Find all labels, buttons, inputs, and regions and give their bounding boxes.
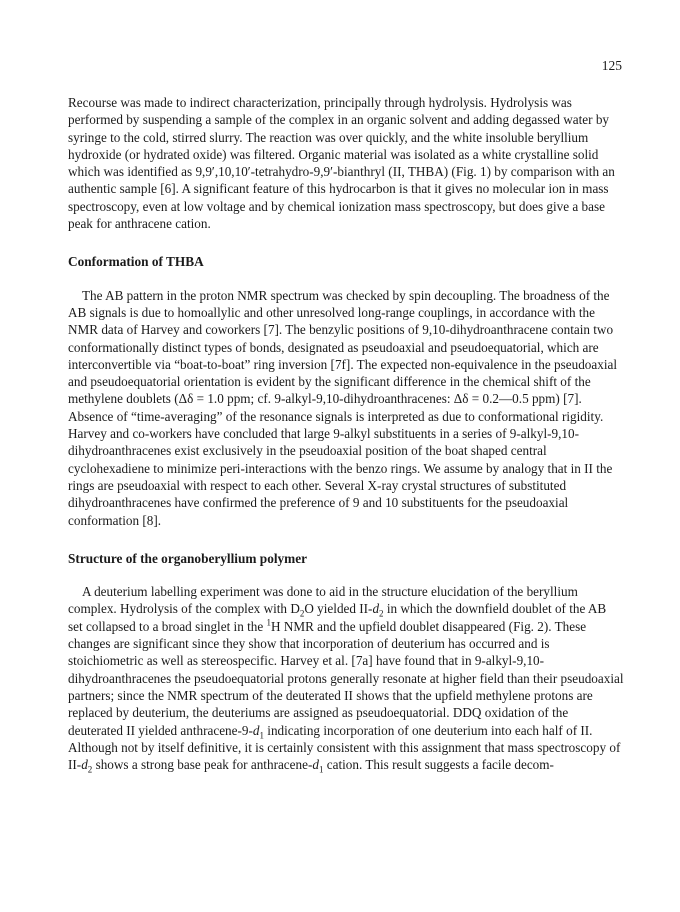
subscript: 2 xyxy=(299,609,305,620)
superscript: 1 xyxy=(266,617,271,628)
text-run: A deuterium labelling experiment was done to aid in the structure elucidation of the beryllium complex. Hydrolysis of the complex with D xyxy=(68,584,578,617)
italic-symbol: d xyxy=(81,757,88,773)
text-run: O yielded II- xyxy=(304,601,373,617)
subscript: 2 xyxy=(87,764,93,775)
italic-symbol: d xyxy=(312,757,319,773)
text-run: H NMR and the upfield doublet disappeared (Fig. 2). These changes are significant since they show that incorporation of deuterium has occurred and is stoichiometric as well as stereospecific. Harvey et al. [7a] have found that in 9-alkyl-9,10-dihydroanthracenes the pseudoequatorial protons generally resonate at higher field than their pseudoaxial partners; since the NMR spectrum of the deuterated II shows that the upfield methylene protons are replaced by deuterium, the deuteriums are assigned as pseudoequatorial. DDQ oxidation of the deuterated II yielded anthracene-9- xyxy=(68,618,624,738)
paragraph-deuterium-labelling xyxy=(68,583,624,773)
paragraph-hydrolysis: Recourse was made to indirect characterization, principally through hydrolysis. Hydrolysis was performed by suspending a sample of the complex in an organic solvent and adding degassed water by syringe to the cold, stirred slurry. The reaction was over quickly, and the white insoluble beryllium hydroxide (or hydrated oxide) was filtered. Organic material was isolated as a white crystalline solid which was identified as 9,9′,10,10′-tetrahydro-9,9′-bianthryl (II, THBA) (Fig. 1) by comparison with an authentic sample [6]. A significant feature of this hydrocarbon is that it gives no molecular ion in mass spectroscopy, even at low voltage and by chemical ionization mass spectroscopy, but does give a base peak for anthracene cation. xyxy=(68,95,615,232)
text-run: in which the downfield doublet of the AB set collapsed to a broad singlet in the xyxy=(68,601,607,634)
text-run: shows a strong base peak for anthracene- xyxy=(92,757,313,773)
article-body xyxy=(68,94,624,773)
italic-symbol: d xyxy=(252,722,260,738)
paragraph-conformation: The AB pattern in the proton NMR spectrum was checked by spin decoupling. The broadness of the AB signals is due to homoallylic and other unresolved long-range couplings, in accordance with the NMR data of Harvey and coworkers [7]. The benzylic positions of 9,10-dihydroanthracene contain two conformationally distinct types of bonds, designated as pseudoaxial and pseudoequatorial, which are interconvertible via “boat-to-boat” ring inversion [7f]. The expected non-equivalence in the pseudoaxial and pseudoequatorial orientation is evident by the significant difference in the chemical shift of the methylene doublets (Δδ = 1.0 ppm; cf. 9-alkyl-9,10-dihydroanthracenes: Δδ = 0.2—0.5 ppm) [7]. Absence of “time-averaging” of the resonance signals is interpreted as due to conformational rigidity. Harvey and co-workers have concluded that large 9-alkyl substituents in a series of 9-alkyl-9,10-dihydroanthracenes exist exclusively in the pseudoaxial position of the boat shaped central cyclohexadiene to minimize peri-interactions with the benzo rings. We assume by analogy that in II the rings are pseudoaxial with respect to each other. Several X-ray crystal structures of substituted dihydroanthracenes have confirmed the preference of 9 and 10 substituents for the pseudoaxial conformation [8]. xyxy=(68,287,618,528)
section-heading-conformation: Conformation of THBA xyxy=(68,254,204,270)
subscript: 1 xyxy=(259,730,264,741)
page-number: 125 xyxy=(601,58,622,73)
subscript: 1 xyxy=(318,764,324,775)
section-heading-structure: Structure of the organoberyllium polymer xyxy=(68,550,308,566)
subscript: 2 xyxy=(379,609,384,620)
text-run: indicating incorporation of one deuterium into each half of II. Although not by itself definitive, it is certainly consistent with this assignment that mass spectroscopy of II- xyxy=(68,722,621,773)
text-run: cation. This result suggests a facile decom- xyxy=(323,757,554,773)
italic-symbol: d xyxy=(372,601,380,617)
